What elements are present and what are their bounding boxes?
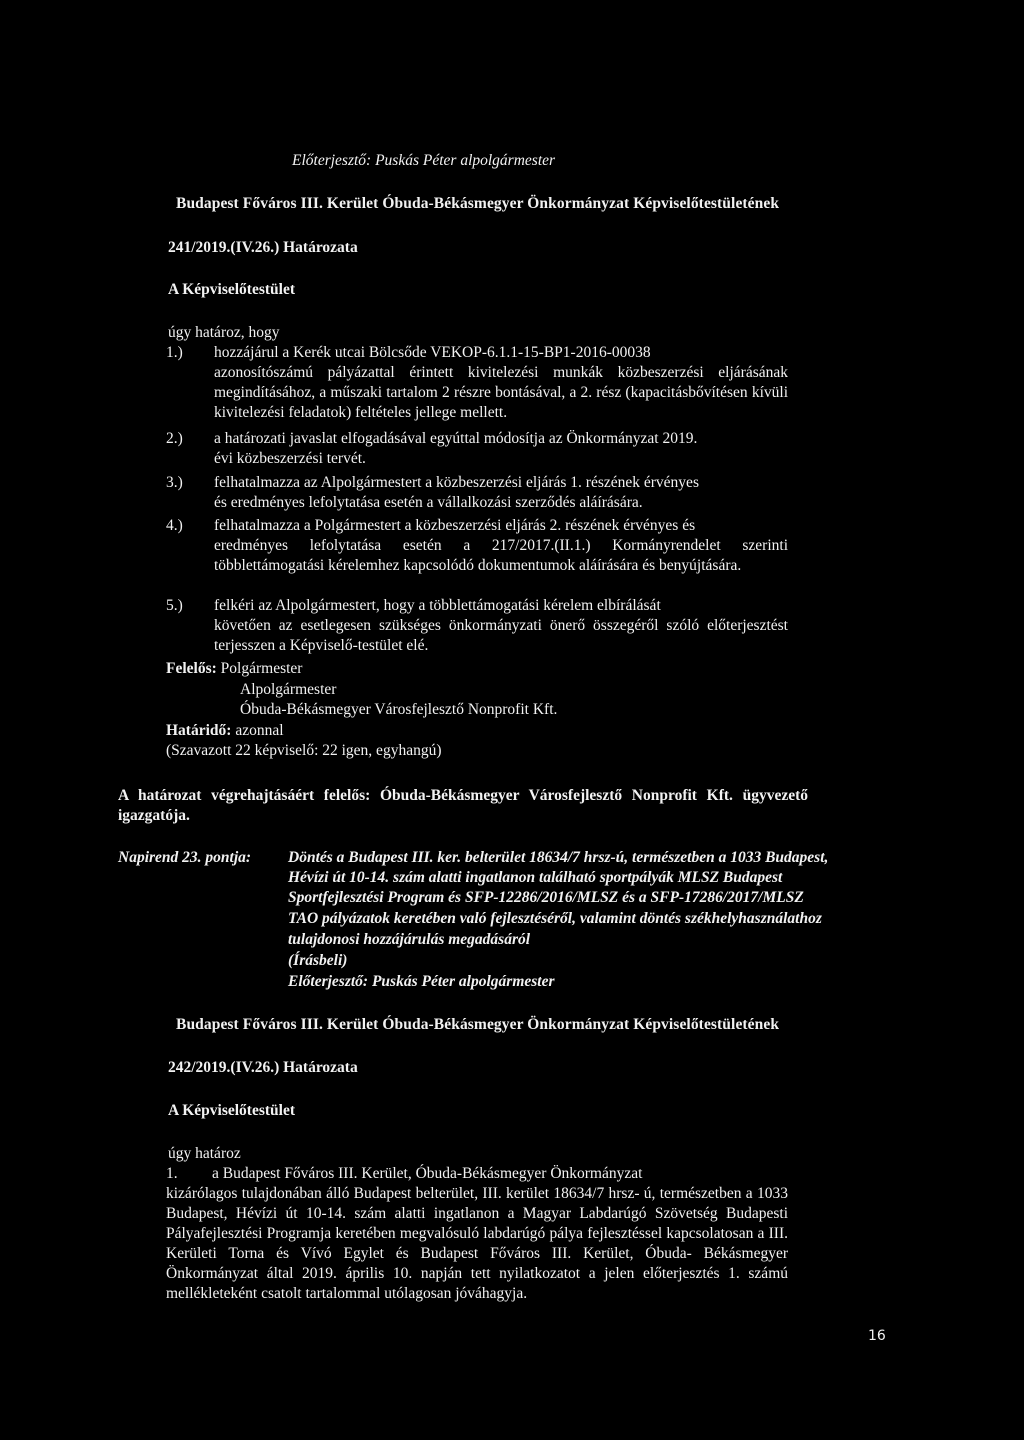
responsible-3: Óbuda-Békásmegyer Városfejlesztő Nonprofit Kft. [240, 701, 558, 718]
resolution-item-2: 2.) a határozati javaslat elfogadásával egyúttal módosítja az Önkormányzat 2019. évi közbeszerzési tervét. [166, 430, 698, 467]
resolution-item-1: 1.) hozzájárul a Kerék utcai Bölcsőde VEKOP-6.1.1-15-BP1-2016-00038 azonosítószámú pályázattal érintett kivitelezési munkák közbeszerzési eljárásának megindításához, a műszaki tartalom 2 részre bontásával, a 2. rész (kapacitásbővítésen kívüli kivitelezési feladatok) feltételes jellege mellett. [166, 344, 788, 421]
vote-1: (Szavazott 22 képviselő: 22 igen, egyhangú) [166, 742, 442, 759]
agenda-title-1: Döntés a Budapest III. ker. belterület 18634/7 hrsz-ú, természetben a 1033 Budapest, [288, 849, 829, 866]
page-number: 16 [868, 1328, 886, 1344]
executor-line: A határozat végrehajtásáért felelős: Óbuda-Békásmegyer Városfejlesztő Nonprofit Kft. ügyvezető igazgatója. [118, 787, 808, 824]
responsible-1: Felelős: Polgármester [166, 660, 303, 677]
resolution-number-1: 241/2019.(IV.26.) Határozata [168, 239, 358, 256]
agenda-written: (Írásbeli) [288, 952, 348, 969]
responsible-2: Alpolgármester [240, 681, 337, 698]
presenter-line-2: Előterjesztő: Puskás Péter alpolgármester [288, 973, 555, 990]
agenda-title-4: TAO pályázatok keretében való fejlesztéséről, valamint döntés székhelyhasználathoz [288, 910, 822, 927]
council-heading-1: Budapest Főváros III. Kerület Óbuda-Békásmegyer Önkormányzat Képviselőtestületének [176, 195, 780, 212]
agenda-title-5: tulajdonosi hozzájárulás megadásáról [288, 931, 531, 948]
resolution-number-2: 242/2019.(IV.26.) Határozata [168, 1059, 358, 1076]
presenter-line-1: Előterjesztő: Puskás Péter alpolgármester [292, 152, 556, 169]
decides-line-1: úgy határoz, hogy [168, 324, 280, 341]
assembly-heading-2: A Képviselőtestület [168, 1102, 295, 1119]
resolution-item-4: 4.) felhatalmazza a Polgármestert a közbeszerzési eljárás 2. részének érvényes és eredményes lefolytatása esetén a 217/2017.(II.1.) Kormányrendelet szerinti többlettámogatási kérelemhez kapcsolódó dokumentumok aláírására és benyújtására. [166, 517, 788, 574]
deadline-1: Határidő: azonnal [166, 722, 284, 739]
decides-line-2: úgy határoz [168, 1145, 241, 1162]
resolution-item-5: 5.) felkéri az Alpolgármestert, hogy a többlettámogatási kérelem elbírálását követően az esetlegesen szükséges önkormányzati önerő összegéről szóló előterjesztést terjesszen a Képviselő-testület elé. [166, 597, 788, 654]
agenda-title-3: Sportfejlesztési Program és SFP-12286/2016/MLSZ és a SFP-17286/2017/MLSZ [288, 889, 804, 906]
council-heading-2: Budapest Főváros III. Kerület Óbuda-Békásmegyer Önkormányzat Képviselőtestületének [176, 1016, 780, 1033]
agenda-title-2: Hévízi út 10-14. szám alatti ingatlanon található sportpályák MLSZ Budapest [288, 869, 783, 886]
assembly-heading-1: A Képviselőtestület [168, 281, 295, 298]
resolution-item-b1: 1. a Budapest Főváros III. Kerület, Óbuda-Békásmegyer Önkormányzat kizárólagos tulajdonában álló Budapest belterület, III. kerület 18634/7 hrsz- ú, természetben a 1033 Budapest, Hévízi út 10-14. szám alatti ingatlanon a Magyar Labdarúgó Szövetség Budapesti Pályafejlesztési Programja keretében megvalósuló labdarúgó pálya fejlesztéssel kapcsolatosan a III. Kerületi Torna és Vívó Egylet és Budapest Főváros III. Kerület, Óbuda- Békásmegyer Önkormányzat által 2019. április 10. napján tett nyilatkozatot a jelen előterjesztés 1. számú mellékleteként csatolt tartalommal utólagosan jóváhagyja. [166, 1165, 788, 1302]
agenda-label: Napirend 23. pontja: [118, 849, 252, 866]
resolution-item-3: 3.) felhatalmazza az Alpolgármestert a közbeszerzési eljárás 1. részének érvényes és eredményes lefolytatása esetén a vállalkozási szerződés aláírására. [166, 474, 699, 511]
